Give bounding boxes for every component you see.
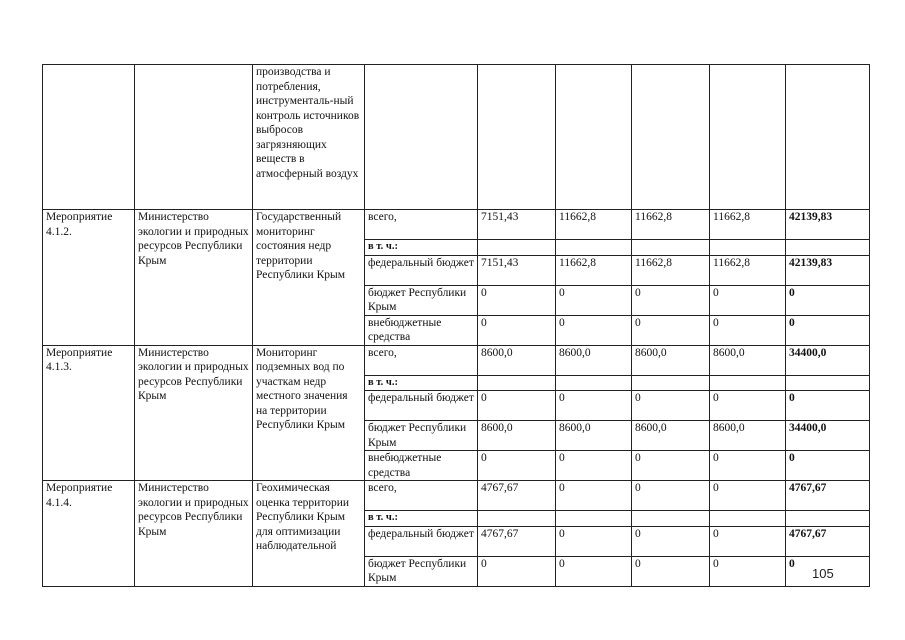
value-cell [632,240,710,256]
value-cell [710,375,786,391]
activity-cell [43,65,135,210]
value-cell: 8600,0 [556,421,632,451]
value-cell [556,240,632,256]
value-cell: 0 [632,315,710,345]
value-cell: 0 [632,285,710,315]
table-body [43,65,870,587]
value-cell: 8600,0 [710,345,786,375]
total-cell: 42139,83 [786,255,870,285]
value-cell: 0 [632,556,710,586]
table-row-continuation [43,65,870,210]
source-cell: внебюджетные средства [365,315,478,345]
value-cell [478,240,556,256]
value-cell [478,65,556,210]
description-cell: производства и потребления, инструменталь-ный контроль источников выбросов загрязняющих веществ в атмосферный воздух [253,65,365,210]
value-cell: 11662,8 [632,210,710,240]
value-cell: 0 [478,556,556,586]
value-cell [632,65,710,210]
total-cell [786,375,870,391]
value-cell: 0 [710,526,786,556]
activity-cell: Мероприятие 4.1.3. [43,345,135,481]
value-cell: 0 [710,481,786,511]
value-cell: 11662,8 [556,255,632,285]
value-cell: 0 [710,285,786,315]
value-cell [556,65,632,210]
total-cell: 0 [786,391,870,421]
source-cell: всего, [365,481,478,511]
value-cell: 4767,67 [478,526,556,556]
total-cell [786,65,870,210]
value-cell: 11662,8 [710,255,786,285]
total-cell: 34400,0 [786,345,870,375]
value-cell: 0 [710,391,786,421]
value-cell: 11662,8 [710,210,786,240]
value-cell: 7151,43 [478,210,556,240]
source-cell: в т. ч.: [365,240,478,256]
total-cell [786,240,870,256]
value-cell: 8600,0 [632,421,710,451]
total-cell: 42139,83 [786,210,870,240]
value-cell: 0 [478,451,556,481]
value-cell: 4767,67 [478,481,556,511]
value-cell: 0 [556,285,632,315]
table-row [43,210,870,240]
total-cell: 0 [786,315,870,345]
source-cell: федеральный бюджет [365,255,478,285]
value-cell: 0 [710,451,786,481]
activity-cell: Мероприятие 4.1.2. [43,210,135,346]
value-cell [710,240,786,256]
value-cell [478,511,556,527]
page-number: 105 [812,566,834,581]
total-cell: 0 [786,451,870,481]
value-cell: 8600,0 [632,345,710,375]
value-cell: 0 [710,556,786,586]
value-cell: 0 [478,391,556,421]
value-cell: 0 [632,451,710,481]
source-cell: в т. ч.: [365,375,478,391]
value-cell: 8600,0 [710,421,786,451]
value-cell [478,375,556,391]
source-cell: всего, [365,210,478,240]
source-cell: внебюджетные средства [365,451,478,481]
value-cell [632,511,710,527]
value-cell: 0 [556,481,632,511]
executor-cell: Министерство экологии и природных ресурсов Республики Крым [135,481,253,587]
total-cell: 34400,0 [786,421,870,451]
source-cell: бюджет Республики Крым [365,421,478,451]
activity-cell: Мероприятие 4.1.4. [43,481,135,587]
table-row [43,345,870,375]
value-cell: 0 [632,391,710,421]
value-cell [632,375,710,391]
total-cell [786,511,870,527]
table-row [43,481,870,511]
executor-cell [135,65,253,210]
source-cell: в т. ч.: [365,511,478,527]
value-cell: 0 [478,315,556,345]
value-cell: 0 [556,451,632,481]
value-cell: 0 [556,315,632,345]
value-cell: 8600,0 [556,345,632,375]
description-cell: Мониторинг подземных вод по участкам недр местного значения на территории Республики Крым [253,345,365,481]
value-cell: 8600,0 [478,345,556,375]
source-cell: федеральный бюджет [365,391,478,421]
value-cell [710,65,786,210]
value-cell: 0 [556,556,632,586]
executor-cell: Министерство экологии и природных ресурсов Республики Крым [135,345,253,481]
value-cell [556,511,632,527]
value-cell [556,375,632,391]
value-cell: 11662,8 [632,255,710,285]
description-cell: Государственный мониторинг состояния недр территории Республики Крым [253,210,365,346]
total-cell: 0 [786,285,870,315]
value-cell: 0 [710,315,786,345]
source-cell: федеральный бюджет [365,526,478,556]
value-cell: 11662,8 [556,210,632,240]
value-cell: 0 [632,526,710,556]
value-cell: 8600,0 [478,421,556,451]
total-cell: 0 [786,556,870,586]
source-cell [365,65,478,210]
budget-table [42,64,870,587]
total-cell: 4767,67 [786,481,870,511]
value-cell: 0 [556,526,632,556]
source-cell: всего, [365,345,478,375]
value-cell: 0 [632,481,710,511]
value-cell [710,511,786,527]
source-cell: бюджет Республики Крым [365,556,478,586]
value-cell: 7151,43 [478,255,556,285]
value-cell: 0 [556,391,632,421]
source-cell: бюджет Республики Крым [365,285,478,315]
description-cell: Геохимическая оценка территории Республики Крым для оптимизации наблюдательной [253,481,365,587]
executor-cell: Министерство экологии и природных ресурсов Республики Крым [135,210,253,346]
value-cell: 0 [478,285,556,315]
total-cell: 4767,67 [786,526,870,556]
